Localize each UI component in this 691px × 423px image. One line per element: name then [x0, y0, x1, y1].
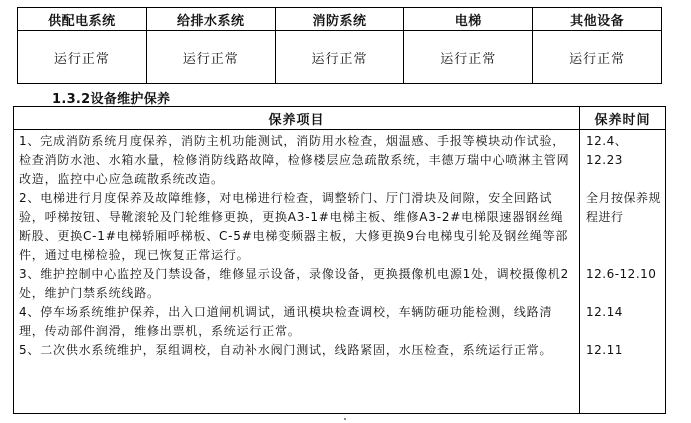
maintenance-item: 3、维护控制中心监控及门禁设备，维修显示设备，录像设备，更换摄像机电源1处，调校摄像机2处，维护门禁系统线路。 — [19, 267, 570, 300]
maintenance-time: 全月按保养规程进行 — [586, 191, 662, 224]
equipment-status-table — [17, 7, 662, 84]
maintenance-time-cell — [580, 130, 666, 414]
status-value-elevator: 运行正常 — [404, 31, 533, 84]
maintenance-time: 12.4、12.23 — [586, 134, 628, 167]
maintenance-header-items: 保养项目 — [14, 107, 580, 130]
status-header-power: 供配电系统 — [18, 8, 147, 31]
status-header-row — [18, 8, 662, 31]
maintenance-header-time: 保养时间 — [580, 107, 666, 130]
maintenance-time: 12.6-12.10 — [586, 267, 657, 281]
maintenance-table — [13, 106, 666, 414]
status-value-power: 运行正常 — [18, 31, 147, 84]
maintenance-body-row — [14, 130, 666, 414]
maintenance-time: 12.14 — [586, 305, 623, 319]
status-header-water: 给排水系统 — [146, 8, 275, 31]
maintenance-item: 1、完成消防系统月度保养，消防主机功能测试，消防用水检查，烟温感、手报等模块动作试验，检查消防水池、水箱水量，检修消防线路故障，检修楼层应急疏散系统，丰德万瑞中心喷淋主管网改造，监控中心应急疏散系统改造。 — [19, 134, 570, 186]
status-header-fire: 消防系统 — [275, 8, 404, 31]
maintenance-item: 4、停车场系统维护保养，出入口道闸机调试，通讯模块检查调校，车辆防砸功能检测，线路清理，传动部件润滑，维修出票机，系统运行正常。 — [19, 305, 553, 338]
maintenance-header-row — [14, 107, 666, 130]
status-value-fire: 运行正常 — [275, 31, 404, 84]
maintenance-item: 5、二次供水系统维护，泵组调校，自动补水阀门测试，线路紧固，水压检查，系统运行正常。 — [19, 343, 553, 357]
section-heading: 1.3.2设备维护保养 — [52, 92, 171, 107]
maintenance-item: 2、电梯进行月度保养及故障维修，对电梯进行检查，调整轿门、厅门滑块及间隙，安全回路试验，呼梯按钮、导靴滚轮及门轮维修更换，更换A3-1#电梯主板、维修A3-2#电梯限速器钢丝绳断股、更换C-1#电梯轿厢呼梯板、C-5#电梯变频器主板，大修更换9台电梯曳引轮及钢丝绳等部件，通过电梯检验，现已恢复正常运行。 — [19, 191, 569, 262]
status-value-water: 运行正常 — [146, 31, 275, 84]
maintenance-items-cell — [14, 130, 580, 414]
status-header-other: 其他设备 — [533, 8, 662, 31]
status-header-elevator: 电梯 — [404, 8, 533, 31]
page-marker — [344, 418, 346, 420]
status-value-row — [18, 31, 662, 84]
maintenance-time: 12.11 — [586, 343, 623, 357]
status-value-other: 运行正常 — [533, 31, 662, 84]
